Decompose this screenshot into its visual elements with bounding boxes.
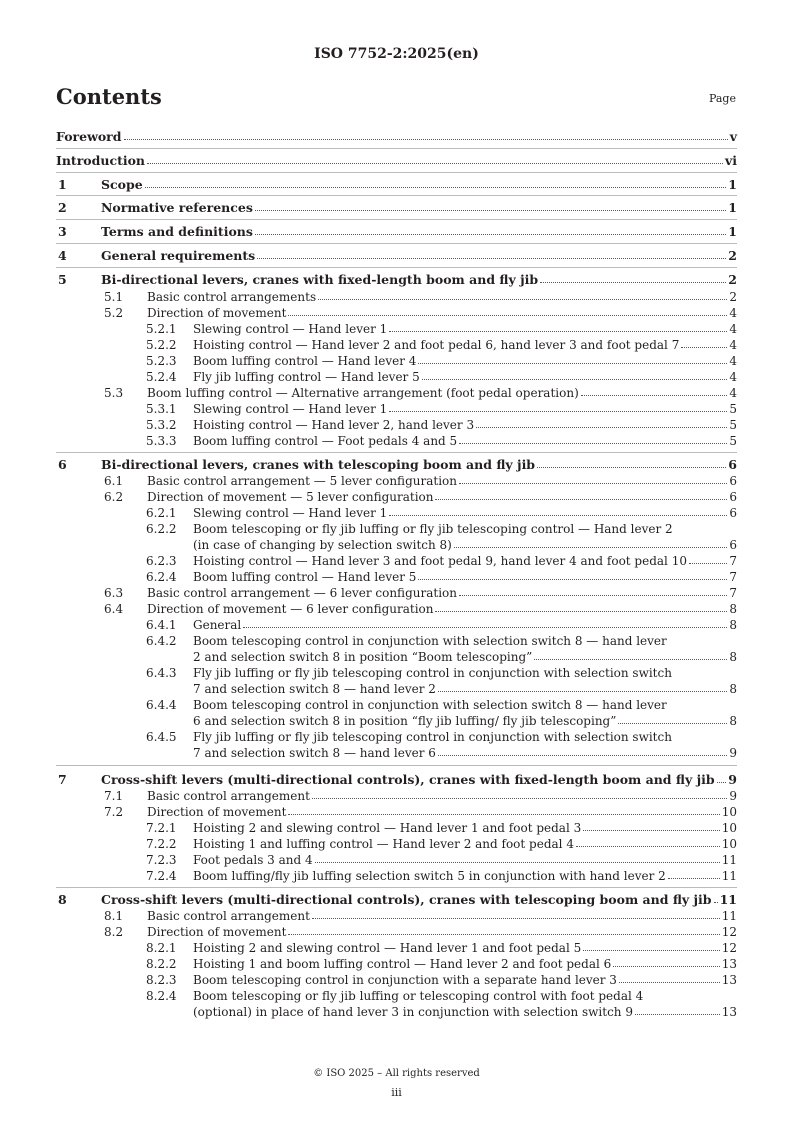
toc-entry[interactable] [0, 506, 793, 520]
dot-leader [389, 402, 727, 412]
toc-entry-title: Boom telescoping control in conjunction with selection switch 8 — hand lever [193, 634, 667, 648]
toc-entry-page: 5 [729, 434, 737, 448]
toc-entry[interactable] [0, 586, 793, 600]
dot-leader [717, 773, 727, 783]
toc-entry-page: 8 [729, 682, 737, 696]
toc-entry-number: 6.4.4 [146, 698, 177, 712]
toc-entry-number: 7.2.2 [146, 837, 177, 851]
toc-entry-page: 4 [729, 386, 737, 400]
toc-entry-number: 8.2.4 [146, 989, 177, 1003]
section-divider [56, 219, 737, 220]
toc-entry-title: Cross-shift levers (multi-directional controls), cranes with fixed-length boom and fly jib [101, 772, 715, 787]
toc-entry-number: 5 [58, 272, 67, 287]
toc-entry-page: vi [724, 153, 737, 168]
toc-entry-page: 9 [729, 789, 737, 803]
toc-entry-page: 6 [729, 506, 737, 520]
toc-entry-page: 13 [721, 1005, 737, 1019]
toc-entry-title: Cross-shift levers (multi-directional controls), cranes with telescoping boom and fly jib [101, 892, 712, 907]
dot-leader [454, 538, 727, 548]
toc-entry[interactable] [0, 602, 793, 616]
dot-leader [689, 554, 727, 564]
toc-entry-page: 12 [721, 925, 737, 939]
toc-entry-title: Hoisting 2 and slewing control — Hand lever 1 and foot pedal 5 [193, 941, 582, 955]
toc-entry-page: 4 [729, 370, 737, 384]
page-column-label: Page [708, 92, 736, 105]
toc-entry-title: Foreword [56, 129, 122, 144]
toc-entry-page: v [729, 129, 737, 144]
toc-entry[interactable] [0, 201, 793, 215]
toc-entry[interactable] [0, 805, 793, 819]
toc-entry-page: 6 [728, 457, 737, 472]
toc-entry-number: 6.2.1 [146, 506, 177, 520]
toc-entry[interactable] [0, 570, 793, 584]
toc-entry-page: 11 [721, 853, 737, 867]
toc-entry-page: 11 [719, 892, 737, 907]
toc-entry-page: 13 [721, 973, 737, 987]
toc-entry-title: Boom luffing control — Foot pedals 4 and 5 [193, 434, 458, 448]
toc-entry-title: Basic control arrangement [147, 789, 310, 803]
dot-leader [389, 506, 727, 516]
dot-leader [618, 714, 727, 724]
toc-entry[interactable] [0, 490, 793, 504]
toc-entry-number: 5.3 [104, 386, 124, 400]
toc-entry[interactable] [0, 273, 793, 287]
toc-entry[interactable] [0, 925, 793, 939]
toc-entry-page: 2 [728, 272, 737, 287]
toc-entry-page: 1 [728, 224, 737, 239]
toc-entry-page: 4 [729, 306, 737, 320]
toc-entry-page: 2 [728, 248, 737, 263]
toc-entry[interactable] [0, 338, 793, 352]
toc-entry[interactable] [0, 386, 793, 400]
toc-entry-title: Fly jib luffing control — Hand lever 5 [193, 370, 420, 384]
dot-leader [583, 821, 719, 831]
toc-entry-title: Hoisting control — Hand lever 3 and foot pedal 9, hand lever 4 and foot pedal 10 [193, 554, 687, 568]
section-divider [56, 148, 737, 149]
toc-entry-number: 5.2.3 [146, 354, 177, 368]
toc-entry-page: 10 [721, 821, 737, 835]
dot-leader [668, 869, 720, 879]
toc-entry-title-continued: (in case of changing by selection switch 8) [193, 538, 452, 552]
toc-entry-title: Direction of movement [147, 925, 287, 939]
toc-entry-title: Fly jib luffing or fly jib telescoping control in conjunction with selection switch [193, 666, 672, 680]
toc-entry-page: 6 [729, 490, 737, 504]
toc-entry[interactable] [0, 989, 793, 1019]
toc-entry[interactable] [0, 618, 793, 632]
dot-leader [257, 249, 726, 259]
dot-leader [145, 178, 727, 188]
toc-entry-page: 8 [729, 602, 737, 616]
toc-entry-number: 6.4.5 [146, 730, 177, 744]
toc-entry-page: 9 [728, 772, 737, 787]
toc-entry-number: 1 [58, 177, 67, 192]
section-divider [56, 267, 737, 268]
toc-entry-title: Hoisting 1 and luffing control — Hand lever 2 and foot pedal 4 [193, 837, 574, 851]
toc-entry[interactable] [0, 973, 793, 987]
dot-leader [312, 909, 720, 919]
toc-entry[interactable] [0, 666, 793, 696]
toc-entry-title: Direction of movement — 6 lever configuration [147, 602, 434, 616]
page-title: Contents [56, 84, 162, 109]
dot-leader [255, 225, 726, 235]
dot-leader [288, 925, 719, 935]
toc-entry-title: Boom telescoping control in conjunction with selection switch 8 — hand lever [193, 698, 667, 712]
dot-leader [576, 837, 720, 847]
toc-entry-number: 4 [58, 248, 67, 263]
toc-entry[interactable] [0, 225, 793, 239]
toc-entry[interactable] [0, 909, 793, 923]
toc-entry[interactable] [0, 893, 793, 907]
toc-entry-number: 6.2 [104, 490, 124, 504]
toc-entry-number: 5.3.3 [146, 434, 177, 448]
toc-entry-title: Hoisting 2 and slewing control — Hand lever 1 and foot pedal 3 [193, 821, 582, 835]
toc-entry-page: 7 [729, 586, 737, 600]
toc-entry-title: Normative references [101, 200, 253, 215]
toc-entry-title: Slewing control — Hand lever 1 [193, 506, 388, 520]
toc-entry-title: Direction of movement [147, 805, 287, 819]
toc-entry-title: Hoisting 1 and boom luffing control — Hand lever 2 and foot pedal 6 [193, 957, 612, 971]
toc-entry-title: General [193, 618, 242, 632]
toc-entry-number: 5.2 [104, 306, 124, 320]
dot-leader [422, 370, 728, 380]
toc-entry-number: 5.3.2 [146, 418, 177, 432]
toc-entry[interactable] [0, 154, 793, 168]
toc-entry[interactable] [0, 698, 793, 728]
toc-entry-number: 6.3 [104, 586, 124, 600]
section-divider [56, 765, 737, 766]
toc-entry-number: 6.2.2 [146, 522, 177, 536]
toc-entry-number: 7.2 [104, 805, 124, 819]
dot-leader [635, 1005, 720, 1015]
dot-leader [459, 586, 727, 596]
dot-leader [581, 386, 728, 396]
dot-leader [418, 570, 727, 580]
section-divider [56, 195, 737, 196]
toc-entry-number: 6.4 [104, 602, 124, 616]
dot-leader [318, 290, 727, 300]
dot-leader [540, 273, 726, 283]
toc-entry-title-continued: (optional) in place of hand lever 3 in conjunction with selection switch 9 [193, 1005, 633, 1019]
toc-entry-number: 6.4.2 [146, 634, 177, 648]
toc-entry-page: 4 [729, 338, 737, 352]
toc-entry-title: Bi-directional levers, cranes with telescoping boom and fly jib [101, 457, 536, 472]
toc-entry[interactable] [0, 474, 793, 488]
toc-entry[interactable] [0, 178, 793, 192]
toc-entry[interactable] [0, 522, 793, 552]
toc-entry-number: 7.2.4 [146, 869, 177, 883]
toc-entry-page: 8 [729, 714, 737, 728]
toc-entry-title: General requirements [101, 248, 256, 263]
toc-entry-number: 7.2.3 [146, 853, 177, 867]
toc-entry[interactable] [0, 730, 793, 760]
toc-entry-page: 13 [721, 957, 737, 971]
toc-entry[interactable] [0, 249, 793, 263]
toc-entry-number: 6.4.1 [146, 618, 177, 632]
toc-entry-page: 8 [729, 650, 737, 664]
toc-entry[interactable] [0, 434, 793, 448]
toc-entry-title: Hoisting control — Hand lever 2 and foot pedal 6, hand lever 3 and foot pedal 7 [193, 338, 680, 352]
toc-entry-page: 10 [721, 805, 737, 819]
toc-entry-title: Basic control arrangement [147, 909, 310, 923]
toc-entry-page: 11 [721, 869, 737, 883]
section-divider [56, 887, 737, 888]
dot-leader [459, 434, 727, 444]
toc-entry-title-continued: 7 and selection switch 8 — hand lever 6 [193, 746, 436, 760]
toc-entry-number: 5.1 [104, 290, 124, 304]
toc-entry[interactable] [0, 941, 793, 955]
toc-entry-page: 4 [729, 322, 737, 336]
toc-entry[interactable] [0, 418, 793, 432]
toc-entry-page: 9 [729, 746, 737, 760]
toc-entry[interactable] [0, 837, 793, 851]
toc-entry-page: 2 [729, 290, 737, 304]
toc-entry-title: Boom luffing/fly jib luffing selection switch 5 in conjunction with hand lever 2 [193, 869, 666, 883]
dot-leader [476, 418, 727, 428]
toc-entry-number: 7.1 [104, 789, 124, 803]
dot-leader [255, 201, 726, 211]
toc-entry[interactable] [0, 370, 793, 384]
toc-entry-number: 3 [58, 224, 67, 239]
dot-leader [714, 893, 718, 903]
toc-entry[interactable] [0, 789, 793, 803]
dot-leader [124, 130, 728, 140]
toc-entry[interactable] [0, 853, 793, 867]
dot-leader [534, 650, 727, 660]
dot-leader [243, 618, 727, 628]
toc-entry-number: 8 [58, 892, 67, 907]
toc-entry-page: 5 [729, 418, 737, 432]
toc-entry-number: 6.2.4 [146, 570, 177, 584]
toc-entry-number: 6.1 [104, 474, 124, 488]
dot-leader [583, 941, 719, 951]
toc-entry-title: Bi-directional levers, cranes with fixed-length boom and fly jib [101, 272, 539, 287]
toc-entry-title: Basic control arrangement — 5 lever configuration [147, 474, 457, 488]
toc-entry[interactable] [0, 306, 793, 320]
toc-entry-number: 8.2.3 [146, 973, 177, 987]
dot-leader [418, 354, 727, 364]
dot-leader [435, 602, 727, 612]
dot-leader [288, 805, 719, 815]
dot-leader [147, 154, 723, 164]
toc-entry-page: 4 [729, 354, 737, 368]
dot-leader [435, 490, 727, 500]
toc-entry-title-continued: 6 and selection switch 8 in position “fly jib luffing/ fly jib telescoping” [193, 714, 617, 728]
toc-entry-number: 8.2.1 [146, 941, 177, 955]
toc-entry-title: Hoisting control — Hand lever 2, hand lever 3 [193, 418, 475, 432]
toc-entry-title: Boom telescoping or fly jib luffing or fly jib telescoping control — Hand lever 2 [193, 522, 673, 536]
toc-entry-title: Terms and definitions [101, 224, 253, 239]
toc-entry[interactable] [0, 290, 793, 304]
toc-entry[interactable] [0, 402, 793, 416]
dot-leader [438, 682, 727, 692]
toc-entry-page: 6 [729, 474, 737, 488]
section-divider [56, 172, 737, 173]
toc-entry[interactable] [0, 130, 793, 144]
toc-entry-title: Basic control arrangement — 6 lever configuration [147, 586, 457, 600]
toc-entry-title: Slewing control — Hand lever 1 [193, 322, 388, 336]
toc-entry-number: 7 [58, 772, 67, 787]
document-header: ISO 7752-2:2025(en) [314, 46, 479, 62]
toc-entry-title: Boom luffing control — Hand lever 5 [193, 570, 417, 584]
toc-entry-page: 12 [721, 941, 737, 955]
dot-leader [619, 973, 720, 983]
toc-entry-title: Basic control arrangements [147, 290, 317, 304]
toc-entry-page: 1 [728, 177, 737, 192]
toc-entry-page: 5 [729, 402, 737, 416]
dot-leader [288, 306, 727, 316]
toc-entry-page: 10 [721, 837, 737, 851]
toc-entry-title-continued: 7 and selection switch 8 — hand lever 2 [193, 682, 436, 696]
toc-entry-number: 8.2.2 [146, 957, 177, 971]
toc-entry-title: Fly jib luffing or fly jib telescoping control in conjunction with selection switch [193, 730, 672, 744]
toc-entry-number: 5.3.1 [146, 402, 177, 416]
toc-entry-number: 2 [58, 200, 67, 215]
dot-leader [537, 458, 726, 468]
toc-entry-title: Boom telescoping or fly jib luffing or telescoping control with foot pedal 4 [193, 989, 644, 1003]
toc-entry[interactable] [0, 634, 793, 664]
toc-entry-number: 6.2.3 [146, 554, 177, 568]
toc-entry[interactable] [0, 773, 793, 787]
toc-entry[interactable] [0, 458, 793, 472]
toc-entry-page: 11 [721, 909, 737, 923]
toc-entry-page: 1 [728, 200, 737, 215]
copyright-notice: © ISO 2025 – All rights reserved [313, 1068, 480, 1079]
dot-leader [613, 957, 719, 967]
toc-entry-number: 6 [58, 457, 67, 472]
toc-entry-number: 8.2 [104, 925, 124, 939]
dot-leader [315, 853, 720, 863]
toc-entry-title: Boom luffing control — Hand lever 4 [193, 354, 417, 368]
toc-entry-number: 5.2.1 [146, 322, 177, 336]
toc-entry[interactable] [0, 322, 793, 336]
toc-entry[interactable] [0, 957, 793, 971]
dot-leader [459, 474, 727, 484]
toc-entry-page: 7 [729, 554, 737, 568]
toc-entry-number: 5.2.2 [146, 338, 177, 352]
dot-leader [438, 746, 727, 756]
toc-entry-title: Introduction [56, 153, 146, 168]
toc-entry[interactable] [0, 554, 793, 568]
toc-entry-title: Direction of movement [147, 306, 287, 320]
section-divider [56, 243, 737, 244]
toc-entry-page: 6 [729, 538, 737, 552]
toc-entry-number: 5.2.4 [146, 370, 177, 384]
toc-entry-title: Boom telescoping control in conjunction with a separate hand lever 3 [193, 973, 617, 987]
page-number: iii [391, 1086, 402, 1099]
toc-entry-page: 7 [729, 570, 737, 584]
toc-entry-number: 8.1 [104, 909, 124, 923]
toc-entry-page: 8 [729, 618, 737, 632]
dot-leader [681, 338, 727, 348]
toc-entry[interactable] [0, 354, 793, 368]
section-divider [56, 452, 737, 453]
toc-entry-title: Direction of movement — 5 lever configuration [147, 490, 434, 504]
dot-leader [312, 789, 727, 799]
toc-entry[interactable] [0, 821, 793, 835]
toc-entry-title-continued: 2 and selection switch 8 in position “Boom telescoping” [193, 650, 533, 664]
toc-entry-title: Scope [101, 177, 143, 192]
toc-entry[interactable] [0, 869, 793, 883]
dot-leader [389, 322, 727, 332]
toc-entry-number: 7.2.1 [146, 821, 177, 835]
toc-entry-title: Boom luffing control — Alternative arrangement (foot pedal operation) [147, 386, 579, 400]
toc-entry-title: Foot pedals 3 and 4 [193, 853, 313, 867]
toc-entry-number: 6.4.3 [146, 666, 177, 680]
toc-entry-title: Slewing control — Hand lever 1 [193, 402, 388, 416]
